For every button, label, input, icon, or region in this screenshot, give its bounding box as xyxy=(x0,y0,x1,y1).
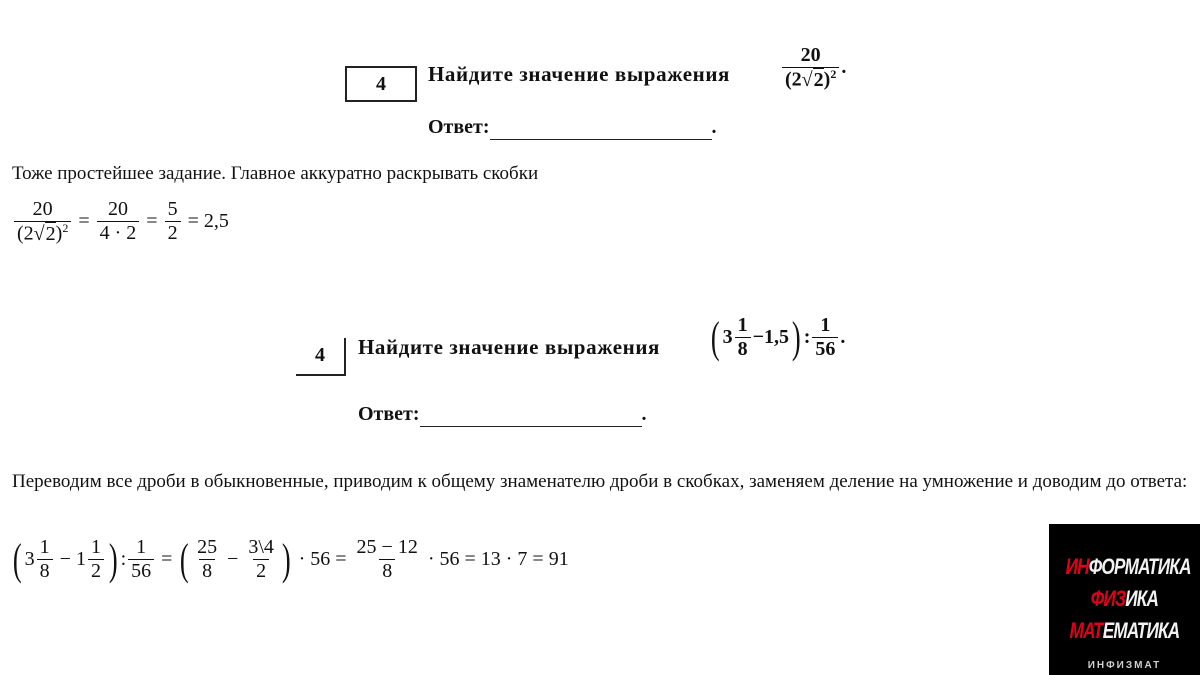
paren-close: ) xyxy=(281,534,291,584)
sol2-fb-num: 1 xyxy=(90,536,101,558)
paren-open: ( xyxy=(180,534,190,584)
paren-close: ) xyxy=(108,534,118,584)
sol2-frac-b xyxy=(88,536,104,583)
task1-fraction xyxy=(782,44,839,92)
sol1-frac-1 xyxy=(14,198,71,246)
sol1-frac-3 xyxy=(165,198,181,245)
den-open: (2 xyxy=(17,222,34,245)
radicand: 2 xyxy=(45,222,56,245)
task1-end: . xyxy=(841,56,847,79)
task2-prompt: Найдите значение выражения xyxy=(358,335,661,359)
task2-minus: −1,5 xyxy=(752,326,790,348)
sol2-fb-den: 2 xyxy=(88,559,104,583)
task2-frac-a xyxy=(735,314,751,361)
logo-line-2 xyxy=(1066,586,1184,612)
task2-answer-label: Ответ: xyxy=(358,403,420,425)
den-close: ) xyxy=(823,68,831,91)
equals-sign: = xyxy=(146,210,158,233)
sol2-fd-num: 25 xyxy=(197,536,218,558)
task2-frac-b xyxy=(812,314,838,361)
task2-number: 4 xyxy=(315,344,325,366)
task2-end: . xyxy=(840,326,846,348)
den-exponent: 2 xyxy=(62,221,69,235)
sol1-f1-den xyxy=(14,221,71,246)
task1-answer-blank xyxy=(490,116,712,140)
sol1-frac-2 xyxy=(97,198,140,245)
sol2-fa-num: 1 xyxy=(39,536,50,558)
task1-answer-line xyxy=(428,116,717,140)
logo-line-2-red: ФИЗ xyxy=(1090,586,1126,611)
sol2-fa-den: 8 xyxy=(37,559,53,583)
task2-fb-num: 1 xyxy=(820,314,831,336)
logo-line-1-red: ИН xyxy=(1065,554,1089,579)
sol1-f2-den: 4 · 2 xyxy=(97,221,140,245)
logo-line-1-rest: ФОРМАТИКА xyxy=(1088,554,1191,579)
equals-sign: = xyxy=(161,548,173,570)
sol2-fd-den: 8 xyxy=(199,559,215,583)
equals-sign: = xyxy=(78,210,90,233)
sol2-ff-den: 8 xyxy=(379,559,395,583)
minus-sign: − xyxy=(227,548,239,570)
sol2-fe-den: 2 xyxy=(253,559,269,583)
solution2 xyxy=(10,536,574,583)
logo-line-3-red: МАТ xyxy=(1069,618,1103,643)
sol2-fe-num: 3\4 xyxy=(248,536,274,558)
task2-fa-num: 1 xyxy=(737,314,748,336)
sol2-mul-1: · 56 = xyxy=(298,548,347,570)
task2-answer-blank xyxy=(420,403,642,427)
den-open: (2 xyxy=(785,68,802,91)
task1-answer-end: . xyxy=(711,116,717,138)
task2-number-box xyxy=(296,338,346,376)
task2-fa-den: 8 xyxy=(735,337,751,361)
task2-expression xyxy=(708,314,845,361)
logo-line-3-rest: ЕМАТИКА xyxy=(1102,618,1180,643)
task2-answer-end: . xyxy=(641,403,647,425)
sol2-colon: : xyxy=(120,548,127,570)
task1-expression xyxy=(780,44,846,92)
task1-frac-den xyxy=(782,67,839,92)
task2-colon: : xyxy=(803,326,811,348)
task1-number: 4 xyxy=(376,73,386,95)
sol1-f1-num: 20 xyxy=(32,198,53,220)
task1-prompt: Найдите значение выражения xyxy=(428,62,731,86)
explanation2: Переводим все дроби в обыкновенные, приводим к общему знаменателю дроби в скобках, заменяем деление на умножение и доводим до ответа: xyxy=(12,471,1188,492)
sol2-frac-f xyxy=(354,536,421,583)
logo-footer: ИНФИЗМАТ xyxy=(1087,660,1162,671)
sol2-frac-e xyxy=(245,536,277,583)
infizmat-logo xyxy=(1049,524,1200,675)
logo-line-3 xyxy=(1066,618,1184,644)
sol2-ff-num: 25 − 12 xyxy=(356,536,418,558)
solution1 xyxy=(12,198,234,246)
logo-line-2-rest: ИКА xyxy=(1125,586,1159,611)
sqrt-icon: √2 xyxy=(801,68,824,91)
den-exponent: 2 xyxy=(830,67,837,81)
sol2-whole-2: 1 xyxy=(75,548,86,570)
sol1-f3-den: 2 xyxy=(165,221,181,245)
logo-line-1 xyxy=(1065,554,1191,580)
sol2-whole-1: 3 xyxy=(24,548,35,570)
task1-frac-num: 20 xyxy=(800,44,821,66)
sol2-fc-den: 56 xyxy=(128,559,154,583)
paren-open: ( xyxy=(710,312,720,362)
sol2-frac-d xyxy=(194,536,220,583)
sol1-f2-num: 20 xyxy=(107,198,128,221)
task2-whole: 3 xyxy=(722,326,733,348)
sol1-f3-num: 5 xyxy=(167,198,178,221)
sol2-frac-a xyxy=(37,536,53,583)
task2-fb-den: 56 xyxy=(812,337,838,361)
sol2-frac-c xyxy=(128,536,154,583)
task1-number-box xyxy=(345,66,417,102)
radicand: 2 xyxy=(813,68,824,91)
sol1-result: = 2,5 xyxy=(187,210,229,233)
sol2-fc-num: 1 xyxy=(136,536,147,558)
task2-answer-line xyxy=(358,403,647,427)
sqrt-icon: √2 xyxy=(33,222,56,245)
minus-sign: − xyxy=(59,548,71,570)
task1-answer-label: Ответ: xyxy=(428,116,490,138)
paren-open: ( xyxy=(12,534,22,584)
sol2-tail: · 56 = 13 · 7 = 91 xyxy=(427,548,569,570)
den-close: ) xyxy=(55,222,63,245)
explanation1: Тоже простейшее задание. Главное аккуратно раскрывать скобки xyxy=(12,163,539,184)
paren-close: ) xyxy=(791,312,801,362)
